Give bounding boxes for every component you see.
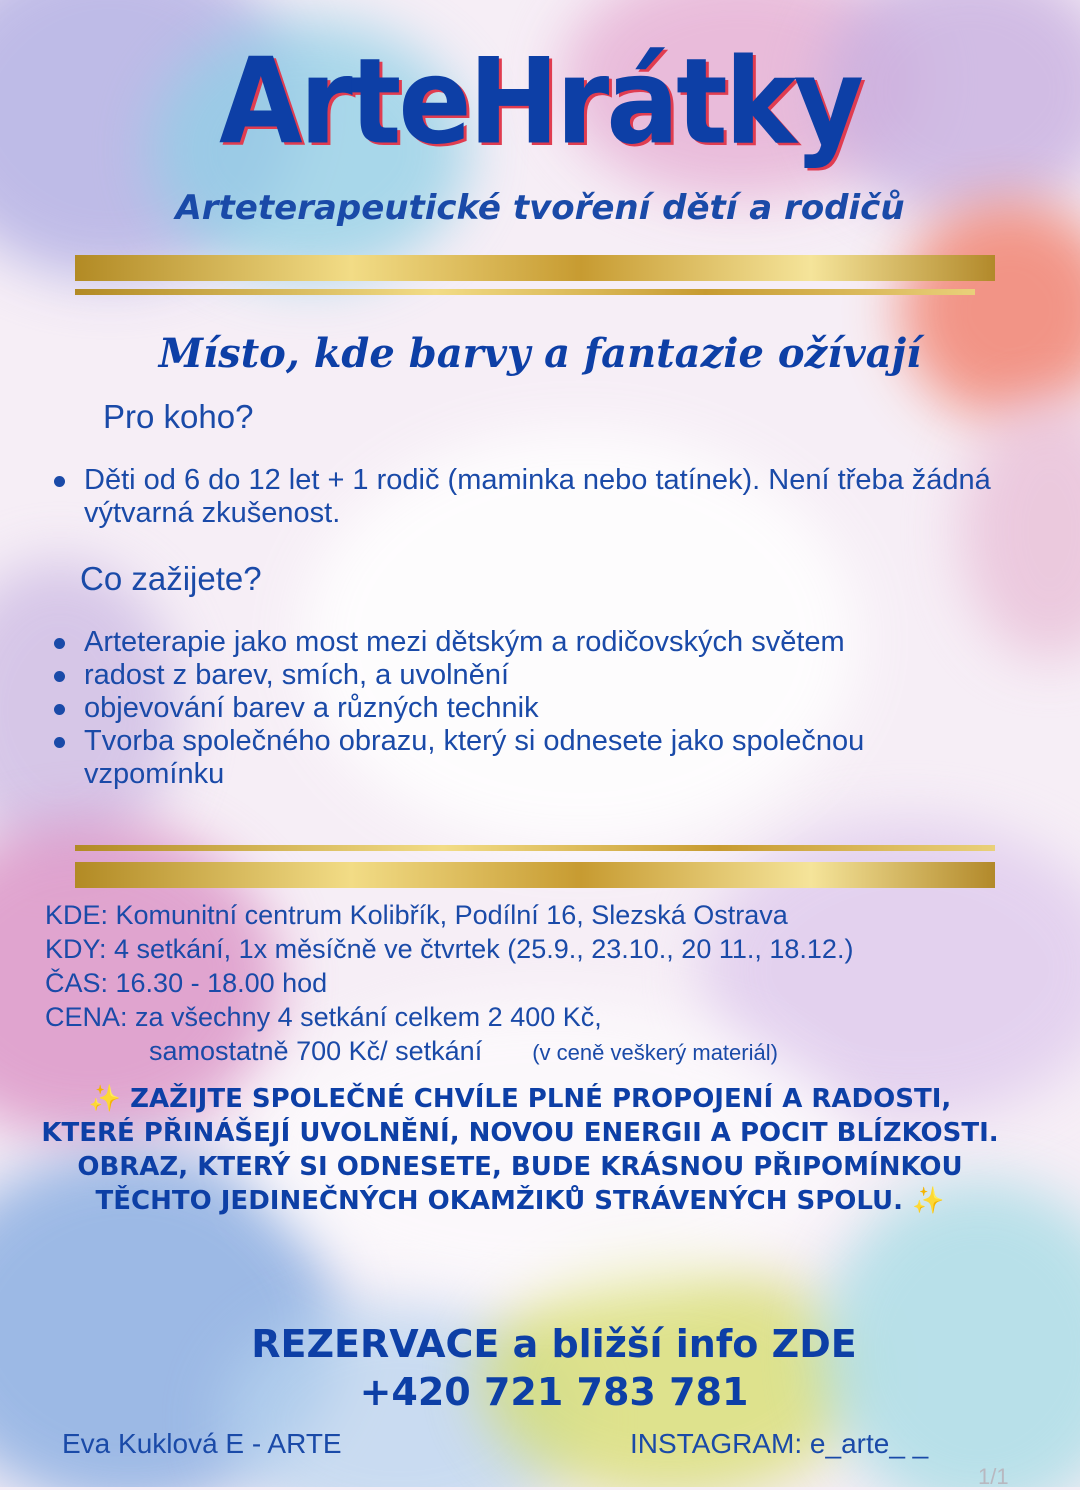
tagline: Místo, kde barvy a fantazie ožívají [158,330,922,377]
info-price-note: (v ceně veškerý materiál) [532,1040,778,1065]
event-title: ArteHrátky [218,33,862,172]
gold-divider-top [75,255,995,281]
list-who [50,464,1060,530]
sparkle-icon: ✨ [88,1084,122,1114]
sparkle-icon: ✨ [912,1186,945,1216]
info-time: ČAS: 16.30 - 18.00 hod [45,968,328,998]
list-item: Děti od 6 do 12 let + 1 rodič (maminka nebo tatínek). Není třeba žádná výtvarná zkušenost. [50,464,1060,530]
list-what [50,626,1010,791]
heading-who: Pro koho? [103,398,254,435]
gold-divider-top-thin [75,289,975,295]
author-name: Eva Kuklová E - ARTE [62,1428,342,1459]
event-info [45,898,853,1070]
gold-divider-mid-thin [75,845,995,851]
reservation-label: REZERVACE a bližší info ZDE [251,1322,857,1366]
heading-what: Co zažijete? [80,560,262,597]
cta-text: ZAŽIJTE SPOLEČNÉ CHVÍLE PLNÉ PROPOJENÍ A RADOSTI, KTERÉ PŘINÁŠEJÍ UVOLNĚNÍ, NOVOU ENERGII A POCIT BLÍZKOSTI. OBRAZ, KTERÝ SI ODNESETE, BUDE KRÁSNOU PŘIPOMÍNKOU TĚCHTO JEDINEČNÝCH OKAMŽIKŮ STRÁVENÝCH SPOLU. [41,1084,999,1216]
gold-divider-mid [75,862,995,888]
info-price-single-row [45,1034,853,1070]
event-subtitle: Arteterapeutické tvoření dětí a rodičů [175,188,905,228]
info-price: CENA: za všechny 4 setkání celkem 2 400 Kč, [45,1002,602,1032]
list-item: Tvorba společného obrazu, který si odnesete jako společnou vzpomínku [50,725,1010,791]
page-number: 1/1 [978,1464,1009,1489]
reservation-phone[interactable]: +420 721 783 781 [359,1370,749,1414]
list-item: radost z barev, smích, a uvolnění [50,659,1010,692]
call-to-action [40,1082,1000,1218]
list-item: Arteterapie jako most mezi dětským a rodičovských světem [50,626,1010,659]
instagram-handle[interactable]: INSTAGRAM: e_arte_ _ [630,1428,929,1459]
info-where: KDE: Komunitní centrum Kolibřík, Podílní 16, Slezská Ostrava [45,900,788,930]
list-item: objevování barev a různých technik [50,692,1010,725]
info-when: KDY: 4 setkání, 1x měsíčně ve čtvrtek (25.9., 23.10., 20 11., 18.12.) [45,934,854,964]
info-price-single: samostatně 700 Kč/ setkání [149,1036,483,1066]
reservation-block [0,1320,1080,1416]
